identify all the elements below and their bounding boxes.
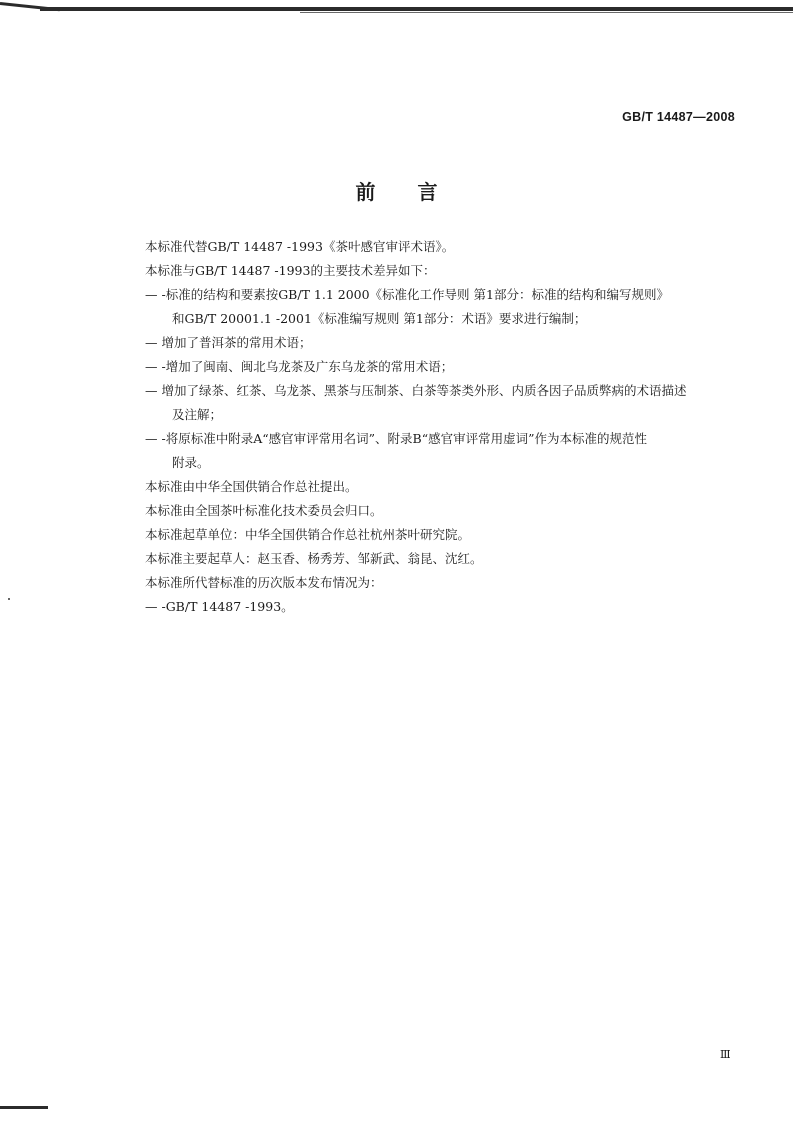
scan-speck xyxy=(8,598,10,600)
paragraph-line: 本标准与GB/T 14487 -1993的主要技术差异如下： xyxy=(145,263,436,278)
list-item-line: — -增加了闽南、闽北乌龙茶及广东乌龙茶的常用术语； xyxy=(145,359,454,374)
scan-edge-bottom xyxy=(0,1106,48,1109)
scan-mark xyxy=(40,7,793,11)
list-item-line: — -将原标准中附录A“感官审评常用名词”、附录B“感官审评常用虚词”作为本标准的规范性 xyxy=(145,431,647,446)
scan-mark xyxy=(300,12,793,13)
list-item-line: — 增加了绿茶、红茶、乌龙茶、黑茶与压制茶、白茶等茶类外形、内质各因子品质弊病的术语描述 xyxy=(145,383,687,398)
list-item-continuation: 及注解； xyxy=(172,407,223,422)
list-item-line: — 增加了普洱茶的常用术语； xyxy=(145,335,312,350)
list-item-continuation: 和GB/T 20001.1 -2001《标准编写规则 第1部分：术语》要求进行编制； xyxy=(172,311,587,326)
paragraph-line: 本标准由中华全国供销合作总社提出。 xyxy=(145,479,358,494)
page-title: 前言 xyxy=(355,180,480,204)
paragraph-line: 本标准所代替标准的历次版本发布情况为： xyxy=(145,575,383,590)
paragraph-line: 本标准代替GB/T 14487 -1993《茶叶感官审评术语》。 xyxy=(145,239,455,254)
paragraph-line: 本标准起草单位：中华全国供销合作总社杭州茶叶研究院。 xyxy=(145,527,471,542)
list-item-line: — -GB/T 14487 -1993。 xyxy=(145,599,294,614)
paragraph-line: 本标准由全国茶叶标准化技术委员会归口。 xyxy=(145,503,383,518)
scan-edge-top xyxy=(0,0,793,22)
list-item-continuation: 附录。 xyxy=(172,455,210,470)
list-item-line: — -标准的结构和要素按GB/T 1.1 2000《标准化工作导则 第1部分：标准的结构和编写规则》 xyxy=(145,287,669,302)
page-number: Ⅲ xyxy=(720,1048,731,1061)
standard-code: GB/T 14487—2008 xyxy=(622,110,735,124)
paragraph-line: 本标准主要起草人：赵玉香、杨秀芳、邹新武、翁昆、沈红。 xyxy=(145,551,483,566)
